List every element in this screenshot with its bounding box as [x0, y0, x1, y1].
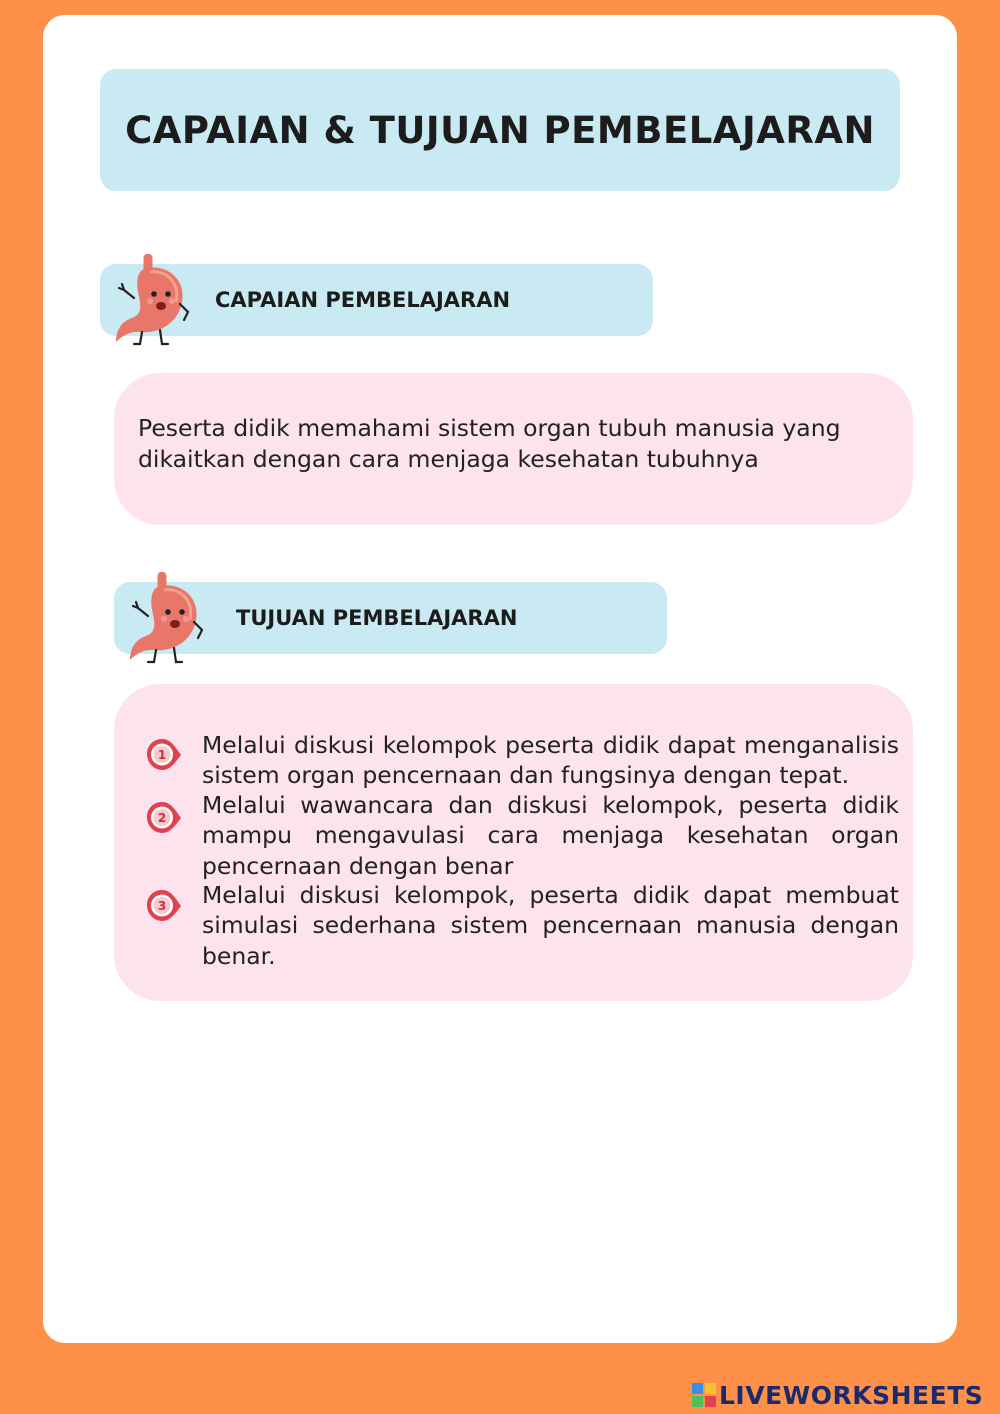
numbered-marker-icon	[145, 887, 183, 925]
worksheet-card	[43, 15, 957, 1343]
liveworksheets-logo-icon	[692, 1383, 716, 1407]
page-title: CAPAIAN & TUJUAN PEMBELAJARAN	[125, 108, 875, 152]
marker-number: 1	[157, 748, 167, 762]
numbered-marker-icon	[145, 736, 183, 774]
numbered-marker-icon	[145, 799, 183, 837]
title-banner	[100, 69, 900, 191]
stomach-mascot-icon	[110, 254, 190, 348]
marker-number: 2	[157, 811, 167, 825]
goal-text: Melalui diskusi kelompok peserta didik dapat menganalisis sistem organ pencernaan dan fungsinya dengan tepat.	[202, 731, 899, 790]
marker-number: 3	[157, 899, 167, 913]
liveworksheets-branding[interactable]	[692, 1378, 983, 1412]
capaian-heading: CAPAIAN PEMBELAJARAN	[215, 288, 511, 312]
brand-name: LIVEWORKSHEETS	[719, 1380, 984, 1410]
tujuan-content-box	[114, 684, 913, 1001]
tujuan-heading: TUJUAN PEMBELAJARAN	[236, 606, 518, 630]
capaian-content-box	[114, 373, 913, 525]
stomach-mascot-icon	[124, 572, 204, 666]
goal-text: Melalui diskusi kelompok, peserta didik dapat membuat simulasi sederhana sistem pencernaan manusia dengan benar.	[202, 881, 899, 970]
goal-text: Melalui wawancara dan diskusi kelompok, peserta didik mampu mengavulasi cara menjaga kesehatan organ pencernaan dengan benar	[202, 791, 899, 880]
capaian-text: Peserta didik memahami sistem organ tubuh manusia yang dikaitkan dengan cara menjaga kesehatan tubuhnya	[138, 414, 841, 473]
